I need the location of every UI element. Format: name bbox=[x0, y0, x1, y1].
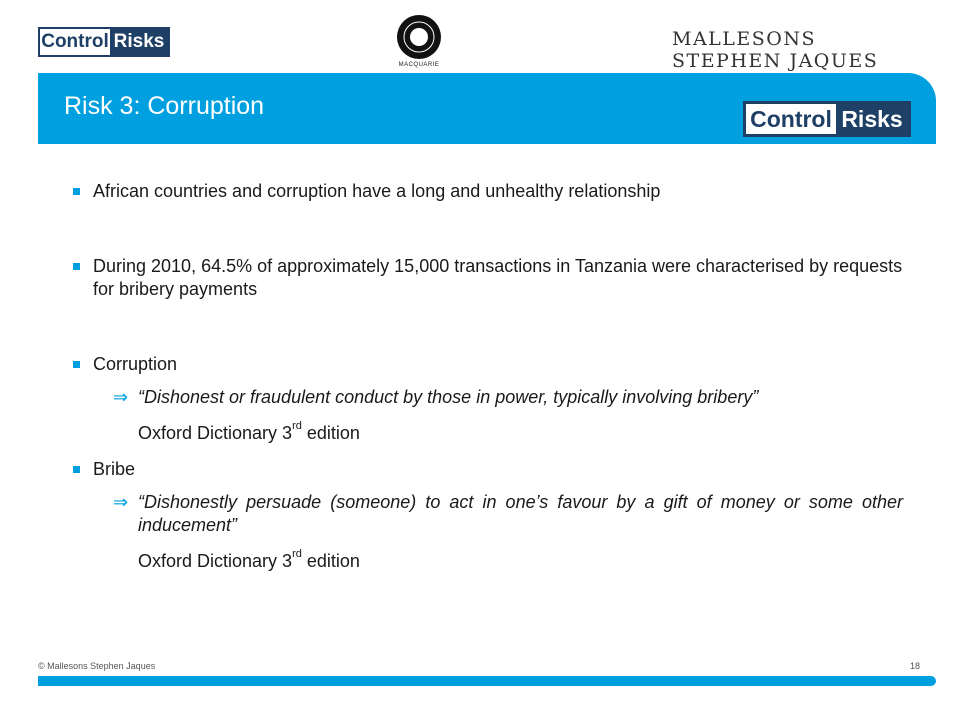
quote-item bbox=[73, 386, 903, 409]
macquarie-holey-dollar-icon bbox=[393, 14, 445, 60]
source-suffix: edition bbox=[301, 551, 360, 571]
bullet-item bbox=[73, 458, 903, 481]
square-bullet-icon bbox=[73, 466, 80, 473]
logo-word-control: Control bbox=[40, 29, 110, 55]
bullet-item bbox=[73, 353, 903, 376]
source-suffix: edition bbox=[301, 423, 360, 443]
double-arrow-icon: ⇒ bbox=[113, 492, 129, 512]
control-risks-logo-small bbox=[38, 27, 170, 57]
mallesons-logo: MALLESONS STEPHEN JAQUES bbox=[672, 28, 879, 72]
square-bullet-icon bbox=[73, 361, 80, 368]
source-citation bbox=[73, 550, 903, 573]
logo-word-risks: Risks bbox=[110, 29, 168, 55]
macquarie-logo bbox=[393, 14, 445, 70]
footer-copyright: © Mallesons Stephen Jaques bbox=[38, 661, 156, 671]
square-bullet-icon bbox=[73, 188, 80, 195]
source-citation bbox=[73, 422, 903, 445]
footer-page-number: 18 bbox=[909, 661, 920, 671]
footer-bar bbox=[38, 676, 936, 686]
bullet-text: Bribe bbox=[93, 459, 136, 479]
control-risks-logo-large bbox=[743, 101, 911, 137]
slide-title: Risk 3: Corruption bbox=[64, 92, 265, 120]
quote-item bbox=[73, 491, 903, 537]
source-superscript: rd bbox=[292, 548, 302, 560]
bullet-text: African countries and corruption have a long and unhealthy relationship bbox=[93, 181, 661, 201]
double-arrow-icon: ⇒ bbox=[113, 387, 129, 407]
source-prefix: Oxford Dictionary 3 bbox=[138, 423, 293, 443]
source-prefix: Oxford Dictionary 3 bbox=[138, 551, 293, 571]
bullet-text: Corruption bbox=[93, 354, 178, 374]
square-bullet-icon bbox=[73, 263, 80, 270]
quote-text: “Dishonestly persuade (someone) to act in one’s favour by a gift of money or some other inducement” bbox=[138, 492, 903, 535]
logo-word-control: Control bbox=[746, 104, 836, 134]
macquarie-wordmark: MACQUARIE bbox=[398, 62, 440, 68]
quote-text: “Dishonest or fraudulent conduct by those in power, typically involving bribery” bbox=[138, 387, 759, 407]
bullet-item bbox=[73, 255, 903, 301]
slide-content bbox=[73, 180, 903, 573]
source-superscript: rd bbox=[292, 420, 302, 432]
bullet-text: During 2010, 64.5% of approximately 15,000 transactions in Tanzania were characterised by requests for bribery payments bbox=[93, 256, 903, 299]
logo-word-risks: Risks bbox=[836, 104, 908, 134]
bullet-item bbox=[73, 180, 903, 203]
